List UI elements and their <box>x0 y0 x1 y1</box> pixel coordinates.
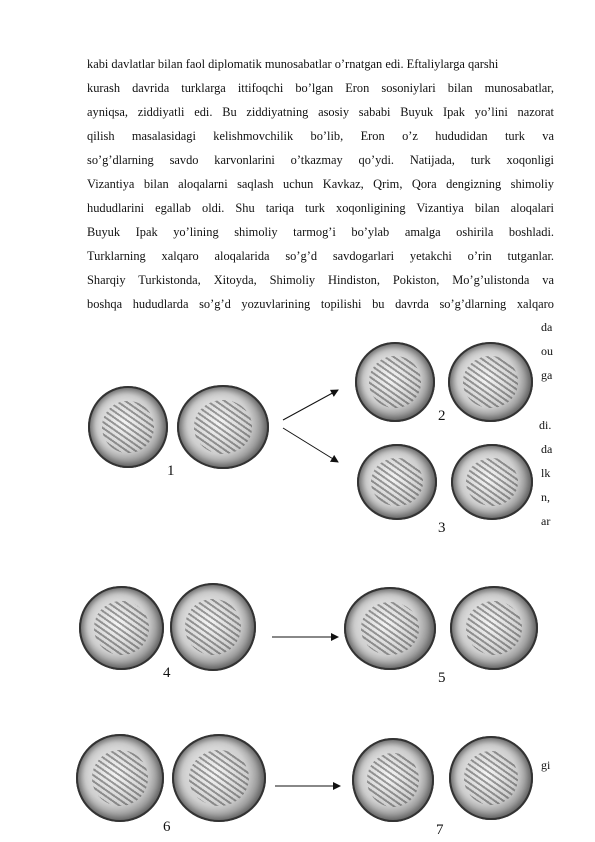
figure-number: 2 <box>438 408 446 424</box>
text-line-4: qilish masalasidagi kelishmovchilik bo’lib, Eron o’z hududidan turk va <box>87 129 554 143</box>
figure-number: 3 <box>438 520 446 536</box>
text-line-11: boshqa hududlarda so’g’d yozuvlarining topilishi bu davrda so’g’dlarning xalqaro <box>87 297 554 311</box>
stray-fragment: ou <box>541 344 553 358</box>
figure-number: 1 <box>167 463 175 479</box>
figure-number: 4 <box>163 665 171 681</box>
text-line-7: hududlarini egallab oldi. Shu tariqa turk xoqonligining Vizantiya bilan aloqalari <box>87 201 554 215</box>
stray-fragment: da <box>541 320 553 334</box>
figure-number: 7 <box>436 822 444 838</box>
text-line-5: so’g’dlarning savdo karvonlarini o’tkazmay qo’ydi. Natijada, turk xoqonligi <box>87 153 554 167</box>
text-line-2: kurash davrida turklarga ittifoqchi bo’lgan Eron sosoniylari bilan munosabatlar, <box>87 81 554 95</box>
text-line-8: Buyuk Ipak yo’lining shimoliy tarmog’i bo’ylab amalga oshirila boshladi. <box>87 225 554 239</box>
text-line-9: Turklarning xalqaro aloqalarida so’g’d savdogarlari yetakchi o’rin tutganlar. <box>87 249 554 263</box>
text-line-1: kabi davlatlar bilan faol diplomatik munosabatlar o’rnatgan edi. Eftaliylarga qarshi <box>87 57 499 71</box>
stray-fragment: ar <box>541 514 551 528</box>
stray-fragment: di. <box>539 418 552 432</box>
stray-fragment: da <box>541 442 553 456</box>
stray-fragment: n, <box>541 490 550 504</box>
arrow-to-3 <box>283 428 338 462</box>
figure-number: 6 <box>163 819 171 835</box>
stray-fragment: lk <box>541 466 551 480</box>
stray-fragment: ga <box>541 368 553 382</box>
text-line-10: Sharqiy Turkistonda, Xitoyda, Shimoliy Hindiston, Pokiston, Mo’g’ulistonda va <box>87 273 554 287</box>
text-line-3: ayniqsa, ziddiyatli edi. Bu ziddiyatning asosiy sababi Buyuk Ipak yo’lini nazorat <box>87 105 554 119</box>
arrow-to-2 <box>283 390 338 420</box>
text-line-6: Vizantiya bilan aloqalarni saqlash uchun Kavkaz, Qrim, Qora dengizning shimoliy <box>87 177 554 191</box>
figure-number: 5 <box>438 670 446 686</box>
stray-fragment: gi <box>541 758 551 772</box>
